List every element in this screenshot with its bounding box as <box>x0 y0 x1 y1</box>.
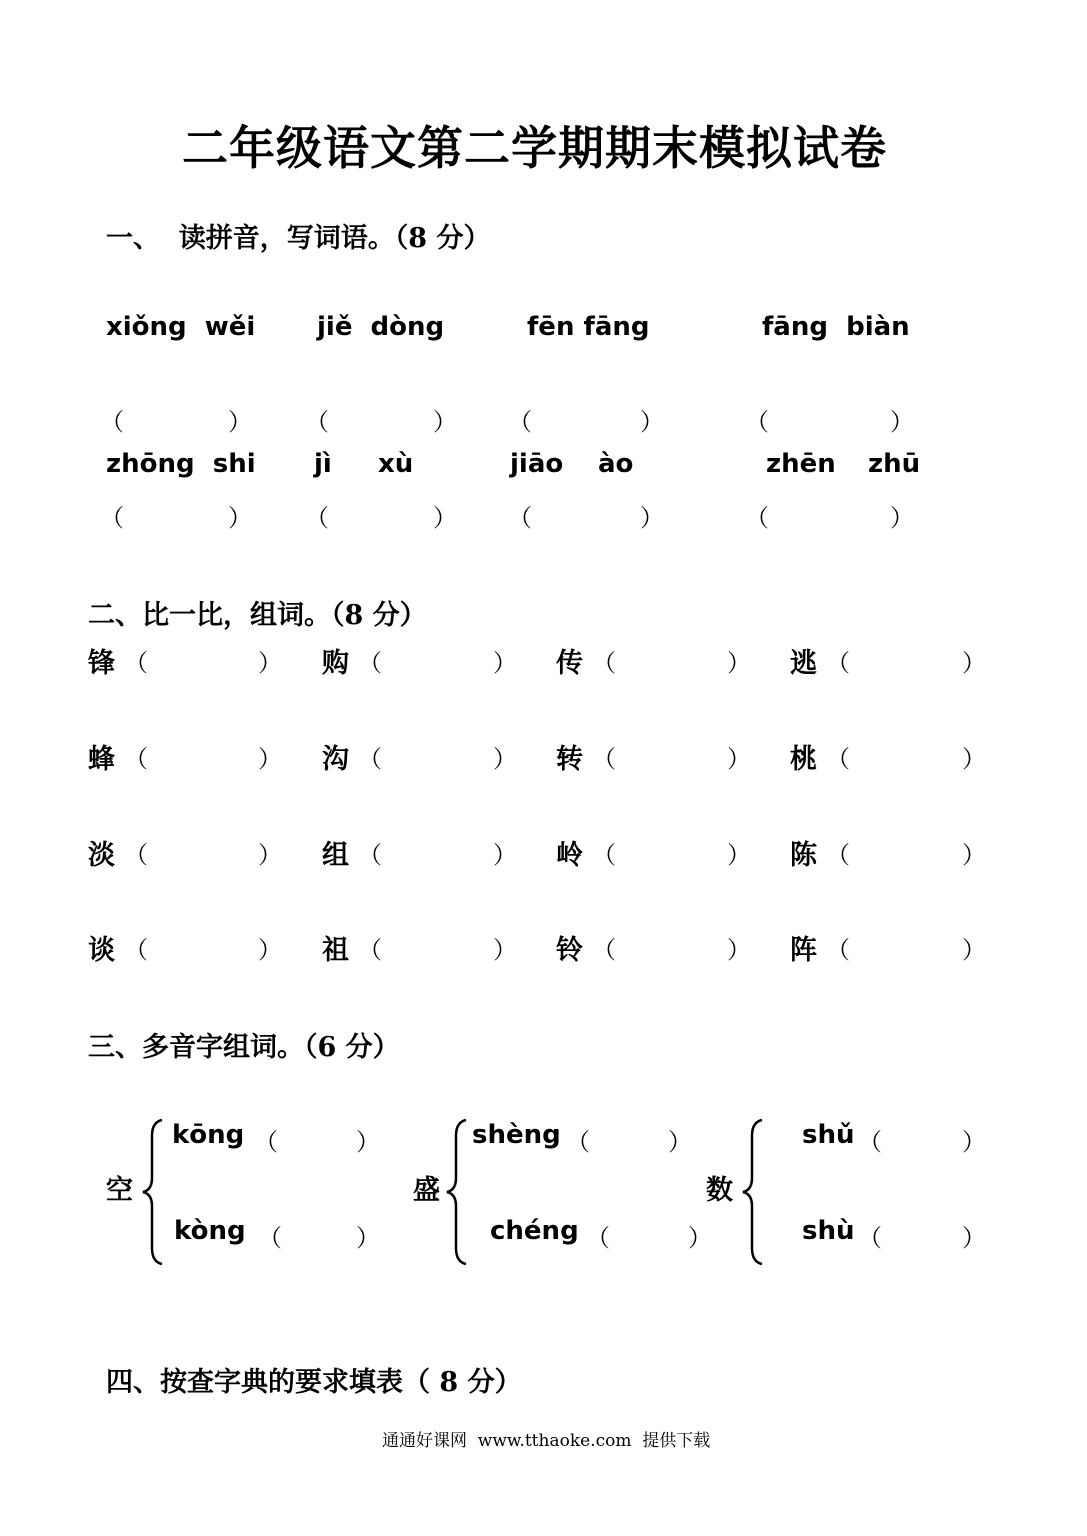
answer-open-paren: （ <box>100 504 124 532</box>
section-4-heading: 四、按查字典的要求填表（ 8 分） <box>106 1367 522 1398</box>
pinyin-6b: xù <box>378 449 414 479</box>
compare-char: 阵 <box>790 935 817 966</box>
answer-open-paren: （ <box>826 936 850 964</box>
answer-close-paren: ） <box>258 745 282 773</box>
answer-close-paren: ） <box>890 408 914 436</box>
compare-char: 购 <box>322 648 349 679</box>
compare-char: 淡 <box>88 840 115 871</box>
answer-open-paren: （ <box>566 1128 590 1156</box>
polyphone-char: 盛 <box>413 1175 440 1206</box>
answer-close-paren: ） <box>640 504 664 532</box>
brace-icon <box>444 1118 470 1266</box>
answer-open-paren: （ <box>305 408 329 436</box>
compare-char: 铃 <box>556 935 583 966</box>
answer-open-paren: （ <box>592 936 616 964</box>
brace-icon <box>140 1118 166 1266</box>
answer-close-paren: ） <box>493 745 517 773</box>
answer-close-paren: ） <box>962 841 986 869</box>
answer-open-paren: （ <box>124 936 148 964</box>
footer-text: 通通好课网 www.tthaoke.com 提供下载 <box>382 1431 711 1451</box>
section-2-heading: 二、比一比，组词。（8 分） <box>88 600 427 631</box>
answer-open-paren: （ <box>358 649 382 677</box>
compare-char: 蜂 <box>88 744 115 775</box>
polyphone-pinyin: kōng <box>172 1120 245 1150</box>
answer-open-paren: （ <box>592 841 616 869</box>
polyphone-char: 空 <box>106 1175 133 1206</box>
answer-close-paren: ） <box>688 1224 712 1252</box>
compare-char: 转 <box>556 744 583 775</box>
answer-close-paren: ） <box>228 408 252 436</box>
answer-close-paren: ） <box>228 504 252 532</box>
polyphone-pinyin: chéng <box>490 1216 579 1246</box>
answer-open-paren: （ <box>858 1128 882 1156</box>
answer-close-paren: ） <box>962 1128 986 1156</box>
answer-open-paren: （ <box>592 649 616 677</box>
compare-char: 岭 <box>556 840 583 871</box>
compare-char: 陈 <box>790 840 817 871</box>
brace-icon <box>740 1118 766 1266</box>
polyphone-char: 数 <box>706 1175 733 1206</box>
answer-open-paren: （ <box>508 408 532 436</box>
answer-open-paren: （ <box>826 745 850 773</box>
pinyin-2: jiě dòng <box>317 312 445 342</box>
answer-open-paren: （ <box>358 745 382 773</box>
pinyin-8a: zhēn <box>766 449 836 479</box>
answer-close-paren: ） <box>258 841 282 869</box>
answer-close-paren: ） <box>356 1128 380 1156</box>
answer-close-paren: ） <box>727 936 751 964</box>
pinyin-4: fāng biàn <box>762 312 910 342</box>
compare-char: 谈 <box>88 935 115 966</box>
answer-close-paren: ） <box>727 745 751 773</box>
answer-open-paren: （ <box>826 649 850 677</box>
compare-char: 锋 <box>88 648 115 679</box>
compare-char: 组 <box>322 840 349 871</box>
compare-char: 传 <box>556 648 583 679</box>
polyphone-pinyin: shǔ <box>802 1120 855 1150</box>
answer-close-paren: ） <box>962 649 986 677</box>
answer-close-paren: ） <box>493 936 517 964</box>
answer-open-paren: （ <box>586 1224 610 1252</box>
polyphone-pinyin: shèng <box>472 1120 561 1150</box>
polyphone-pinyin: kòng <box>174 1216 246 1246</box>
pinyin-7b: ào <box>598 449 634 479</box>
answer-close-paren: ） <box>356 1224 380 1252</box>
answer-close-paren: ） <box>727 841 751 869</box>
pinyin-3: fēn fāng <box>527 312 650 342</box>
compare-char: 桃 <box>790 744 817 775</box>
pinyin-5: zhōng shi <box>106 449 256 479</box>
section-3-heading: 三、多音字组词。（6 分） <box>88 1032 400 1063</box>
compare-char: 逃 <box>790 648 817 679</box>
answer-close-paren: ） <box>493 649 517 677</box>
answer-close-paren: ） <box>668 1128 692 1156</box>
pinyin-1: xiǒng wěi <box>106 312 256 342</box>
answer-open-paren: （ <box>124 745 148 773</box>
answer-close-paren: ） <box>890 504 914 532</box>
pinyin-6a: jì <box>314 449 332 479</box>
answer-open-paren: （ <box>258 1224 282 1252</box>
answer-close-paren: ） <box>433 504 457 532</box>
answer-close-paren: ） <box>962 936 986 964</box>
answer-open-paren: （ <box>254 1128 278 1156</box>
answer-close-paren: ） <box>962 1224 986 1252</box>
answer-open-paren: （ <box>358 936 382 964</box>
answer-open-paren: （ <box>508 504 532 532</box>
pinyin-8b: zhū <box>868 449 921 479</box>
answer-open-paren: （ <box>124 841 148 869</box>
section-1-heading: 一、 读拼音，写词语。（8 分） <box>106 223 491 254</box>
page-title: 二年级语文第二学期期末模拟试卷 <box>182 121 887 175</box>
answer-close-paren: ） <box>640 408 664 436</box>
answer-open-paren: （ <box>858 1224 882 1252</box>
answer-open-paren: （ <box>745 408 769 436</box>
answer-open-paren: （ <box>124 649 148 677</box>
answer-close-paren: ） <box>493 841 517 869</box>
answer-close-paren: ） <box>962 745 986 773</box>
compare-char: 沟 <box>322 744 349 775</box>
answer-close-paren: ） <box>258 936 282 964</box>
compare-char: 祖 <box>322 935 349 966</box>
answer-open-paren: （ <box>745 504 769 532</box>
answer-open-paren: （ <box>100 408 124 436</box>
answer-open-paren: （ <box>826 841 850 869</box>
pinyin-7a: jiāo <box>510 449 564 479</box>
answer-open-paren: （ <box>305 504 329 532</box>
answer-close-paren: ） <box>433 408 457 436</box>
answer-open-paren: （ <box>592 745 616 773</box>
polyphone-pinyin: shù <box>802 1216 855 1246</box>
answer-open-paren: （ <box>358 841 382 869</box>
answer-close-paren: ） <box>258 649 282 677</box>
answer-close-paren: ） <box>727 649 751 677</box>
